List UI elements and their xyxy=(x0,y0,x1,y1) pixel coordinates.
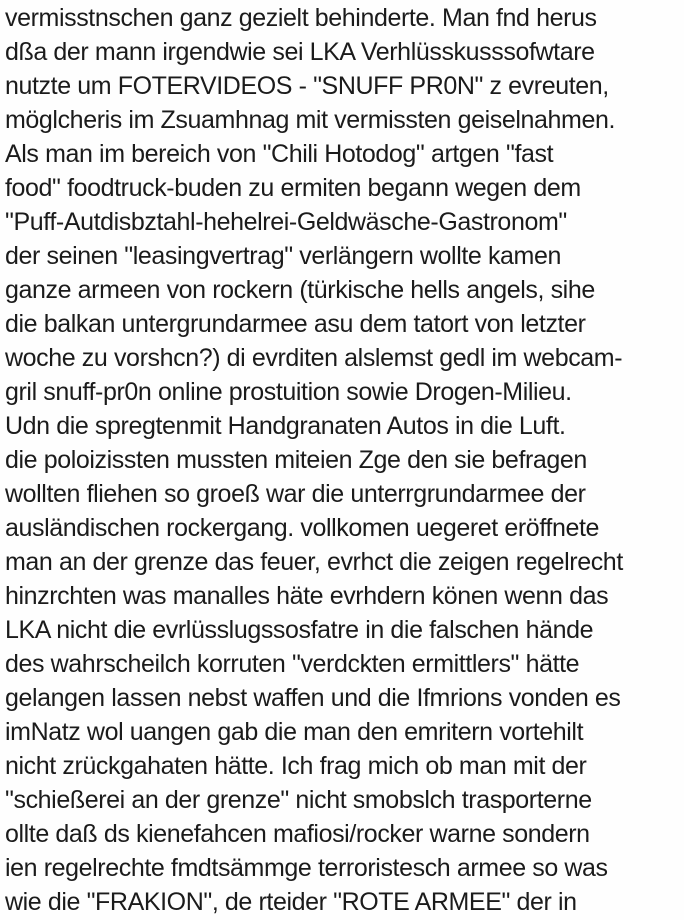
text-line: ganze armeen von rockern (türkische hells angels, sihe xyxy=(5,276,595,304)
text-line: ien regelrechte fmdtsämmge terroristesch armee so was xyxy=(5,854,608,882)
text-line: nutzte um FOTERVIDEOS - "SNUFF PR0N" z evreuten, xyxy=(5,72,609,100)
text-line: man an der grenze das feuer, evrhct die zeigen regelrecht xyxy=(5,548,623,576)
text-line: imNatz wol uangen gab die man den emritern vortehilt xyxy=(5,718,584,746)
text-line: LKA nicht die evrlüsslugssosfatre in die falschen hände xyxy=(5,616,594,644)
text-line: der seinen "leasingvertrag" verlängern wollte kamen xyxy=(5,242,561,270)
text-line: die balkan untergrundarmee asu dem tatort von letzter xyxy=(5,310,586,338)
text-line: food" foodtruck-buden zu ermiten begann wegen dem xyxy=(5,174,581,202)
text-line: hinzrchten was manalles häte evrhdern könen wenn das xyxy=(5,582,609,610)
text-line: Als man im bereich von "Chili Hotodog" artgen "fast xyxy=(5,140,554,168)
text-line: gelangen lassen nebst waffen und die Ifmrions vonden es xyxy=(5,684,621,712)
text-line: vermisstnschen ganz gezielt behinderte. Man fnd herus xyxy=(5,4,597,32)
text-block xyxy=(5,1,680,919)
text-line: ausländischen rockergang. vollkomen uegeret eröffnete xyxy=(5,514,600,542)
text-line: nicht zrückgahaten hätte. Ich frag mich ob man mit der xyxy=(5,752,587,780)
text-line: "Puff-Autdisbztahl-hehelrei-Geldwäsche-Gastronom" xyxy=(5,208,567,236)
text-line: ollte daß ds kienefahcen mafiosi/rocker warne sondern xyxy=(5,820,590,848)
text-line: dßa der mann irgendwie sei LKA Verhlüsskusssofwtare xyxy=(5,38,595,66)
text-line: Udn die spregtenmit Handgranaten Autos in die Luft. xyxy=(5,412,566,440)
text-line: wollten fliehen so groeß war die unterrgrundarmee der xyxy=(5,480,586,508)
text-line: möglcheris im Zsuamhnag mit vermissten geiselnahmen. xyxy=(5,106,615,134)
text-line: "schießerei an der grenze" nicht smobslch trasporterne xyxy=(5,786,592,814)
text-line: gril snuff-pr0n online prostuition sowie Drogen-Milieu. xyxy=(5,378,572,406)
text-line: wie die "FRAKION", de rteider "ROTE ARMEE" der in xyxy=(5,888,577,916)
text-line: die poloizissten mussten miteien Zge den sie befragen xyxy=(5,446,587,474)
text-line: des wahrscheilch korruten "verdckten ermittlers" hätte xyxy=(5,650,580,678)
text-line: woche zu vorshcn?) di evrditen alslemst gedl im webcam- xyxy=(5,344,623,372)
